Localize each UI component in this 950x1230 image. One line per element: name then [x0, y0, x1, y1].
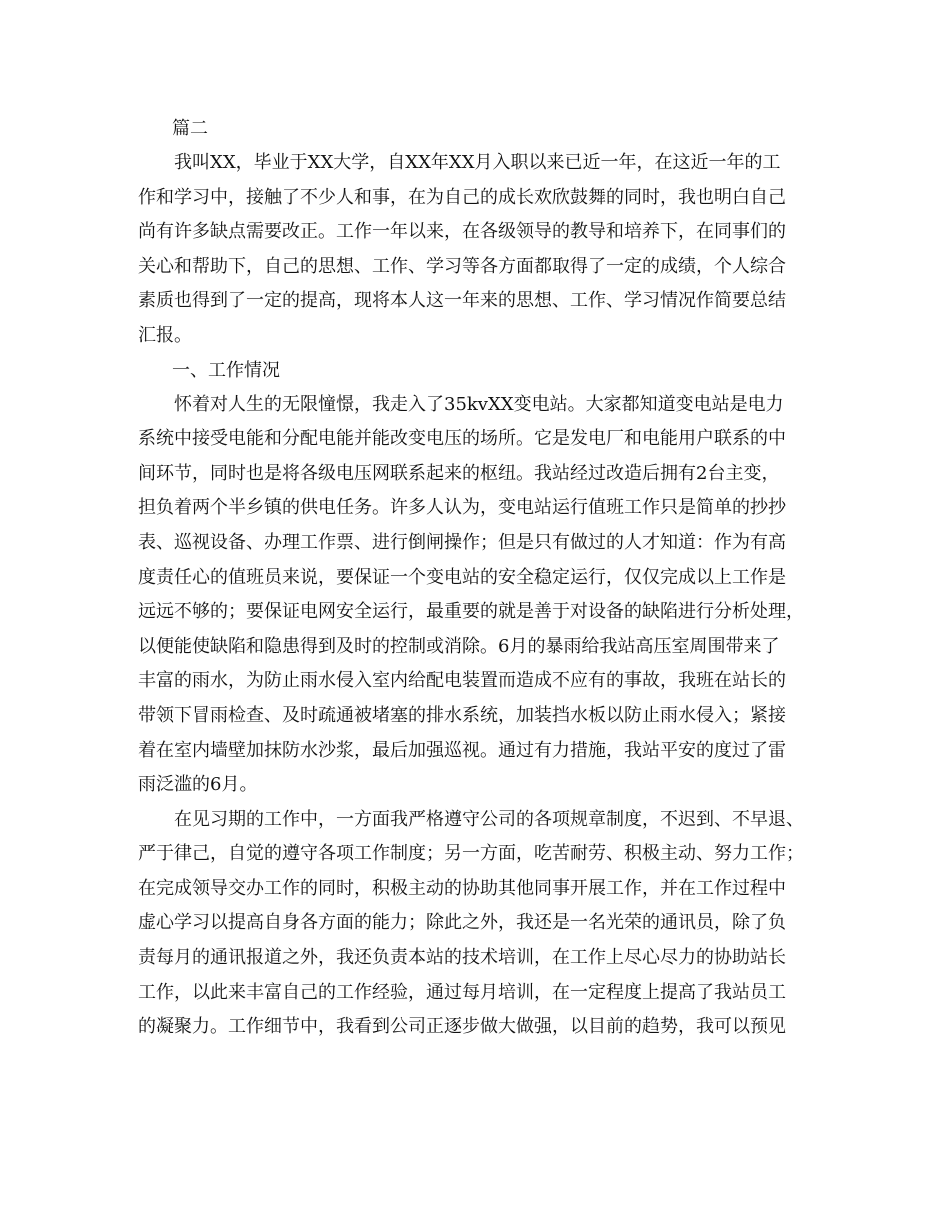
work-paragraph-1	[138, 388, 818, 803]
intro-paragraph	[138, 146, 818, 354]
paragraph-line: 虚心学习以提高自身各方面的能力；除此之外，我还是一名光荣的通讯员，除了负	[138, 912, 786, 934]
paragraph-line: 工作，以此来丰富自己的工作经验，通过每月培训，在一定程度上提高了我站员工	[138, 981, 786, 1003]
intro-line: 作和学习中，接触了不少人和事，在为自己的成长欢欣鼓舞的同时，我也明白自己	[138, 186, 786, 208]
section-one-title: 一、工作情况	[172, 359, 280, 381]
intro-line: 我叫XX，毕业于XX大学，自XX年XX月入职以来已近一年，在这近一年的工	[174, 152, 781, 173]
intro-line: 素质也得到了一定的提高，现将本人这一年来的思想、工作、学习情况作简要总结	[138, 290, 786, 312]
paragraph-line: 责每月的通讯报道之外，我还负责本站的技术培训，在工作上尽心尽力的协助站长	[138, 947, 786, 969]
paragraph-line: 在见习期的工作中，一方面我严格遵守公司的各项规章制度，不迟到、不早退、	[174, 808, 804, 830]
paragraph-line: 雨泛滥的6月。	[138, 774, 258, 796]
paragraph-line: 严于律己，自觉的遵守各项工作制度；另一方面，吃苦耐劳、积极主动、努力工作；	[138, 843, 804, 865]
paragraph-line: 的凝聚力。工作细节中，我看到公司正逐步做大做强，以目前的趋势，我可以预见	[138, 1016, 786, 1038]
intro-line: 尚有许多缺点需要改正。工作一年以来，在各级领导的教导和培养下，在同事们的	[138, 221, 786, 243]
intro-line: 汇报。	[138, 324, 192, 346]
paragraph-line: 间环节，同时也是将各级电压网联系起来的枢纽。我站经过改造后拥有2台主变，	[138, 462, 780, 484]
paragraph-line: 远远不够的；要保证电网安全运行，最重要的就是善于对设备的缺陷进行分析处理，	[138, 601, 804, 623]
paragraph-line: 怀着对人生的无限憧憬，我走入了35kvXX变电站。大家都知道变电站是电力	[174, 393, 784, 415]
paragraph-line: 着在室内墙壁加抹防水沙浆，最后加强巡视。通过有力措施，我站平安的度过了雷	[138, 739, 786, 761]
paragraph-line: 丰富的雨水，为防止雨水侵入室内给配电装置而造成不应有的事故，我班在站长的	[138, 670, 786, 692]
paragraph-line: 以便能使缺陷和隐患得到及时的控制或消除。6月的暴雨给我站高压室周围带来了	[138, 635, 780, 657]
paragraph-line: 带领下冒雨检查、及时疏通被堵塞的排水系统，加装挡水板以防止雨水侵入；紧接	[138, 704, 786, 726]
document-page	[138, 112, 818, 1045]
paragraph-line: 系统中接受电能和分配电能并能改变电压的场所。它是发电厂和电能用户联系的中	[138, 428, 786, 450]
paragraph-line: 度责任心的值班员来说，要保证一个变电站的安全稳定运行，仅仅完成以上工作是	[138, 566, 786, 588]
work-paragraph-2	[138, 803, 818, 1045]
section-label: 篇二	[172, 118, 208, 139]
paragraph-line: 表、巡视设备、办理工作票、进行倒闸操作；但是只有做过的人才知道：作为有高	[138, 531, 786, 553]
paragraph-line: 担负着两个半乡镇的供电任务。许多人认为，变电站运行值班工作只是简单的抄抄	[138, 497, 786, 519]
intro-line: 关心和帮助下，自己的思想、工作、学习等各方面都取得了一定的成绩，个人综合	[138, 255, 786, 277]
paragraph-line: 在完成领导交办工作的同时，积极主动的协助其他同事开展工作，并在工作过程中	[138, 877, 786, 899]
